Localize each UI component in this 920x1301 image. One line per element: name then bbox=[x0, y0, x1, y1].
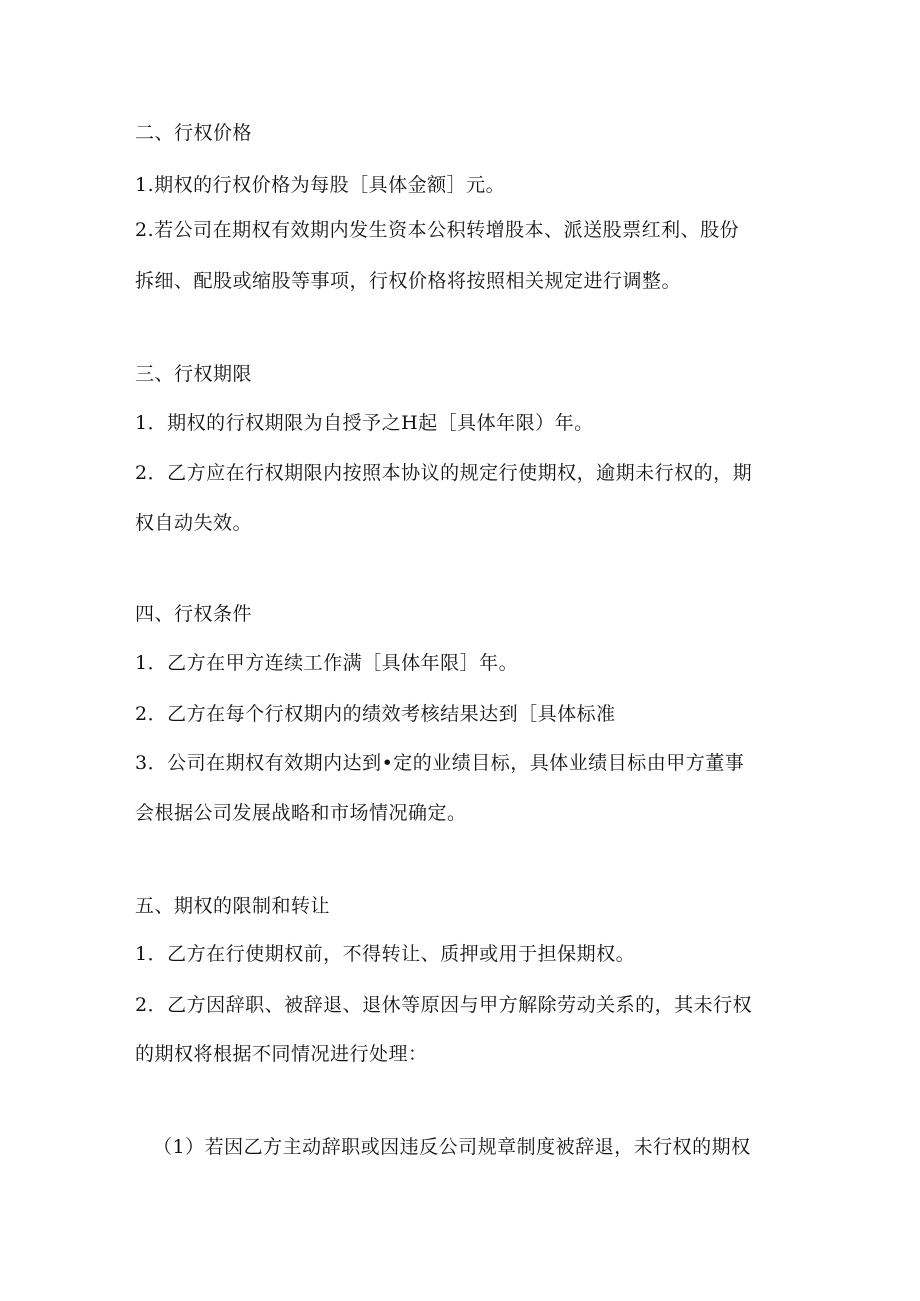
paragraph-line: 2．乙方因辞职、被辞退、退休等原因与甲方解除劳动关系的，其未行权 bbox=[135, 994, 753, 1016]
section-heading: 三、行权期限 bbox=[135, 363, 253, 385]
paragraph-line: 3．公司在期权有效期内达到•定的业绩目标，具体业绩目标由甲方董事 bbox=[135, 752, 745, 774]
paragraph-line: 2.若公司在期权有效期内发生资本公积转增股本、派送股票红利、股份 bbox=[135, 219, 740, 241]
paragraph-line: 1．期权的行权期限为自授予之H起［具体年限）年。 bbox=[135, 412, 594, 434]
paragraph-line: （1）若因乙方主动辞职或因违反公司规章制度被辞退，未行权的期权 bbox=[153, 1136, 751, 1158]
paragraph-line: 权自动失效。 bbox=[135, 512, 253, 534]
section-heading: 五、期权的限制和转让 bbox=[135, 895, 331, 917]
paragraph-line: 的期权将根据不同情况进行处理： bbox=[135, 1043, 428, 1065]
section-heading: 二、行权价格 bbox=[135, 122, 253, 144]
paragraph-line: 1．乙方在甲方连续工作满［具体年限］年。 bbox=[135, 652, 519, 674]
paragraph-line: 2．乙方在每个行权期内的绩效考核结果达到［具体标准 bbox=[135, 703, 616, 725]
paragraph-line: 1．乙方在行使期权前，不得转让、质押或用于担保期权。 bbox=[135, 943, 636, 965]
paragraph-line: 2．乙方应在行权期限内按照本协议的规定行使期权，逾期未行权的，期 bbox=[135, 462, 753, 484]
paragraph-line: 1.期权的行权价格为每股［具体金额］元。 bbox=[135, 174, 506, 196]
paragraph-line: 拆细、配股或缩股等事项，行权价格将按照相关规定进行调整。 bbox=[135, 270, 682, 292]
paragraph-line: 会根据公司发展战略和市场情况确定。 bbox=[135, 802, 467, 824]
section-heading: 四、行权条件 bbox=[135, 603, 253, 625]
